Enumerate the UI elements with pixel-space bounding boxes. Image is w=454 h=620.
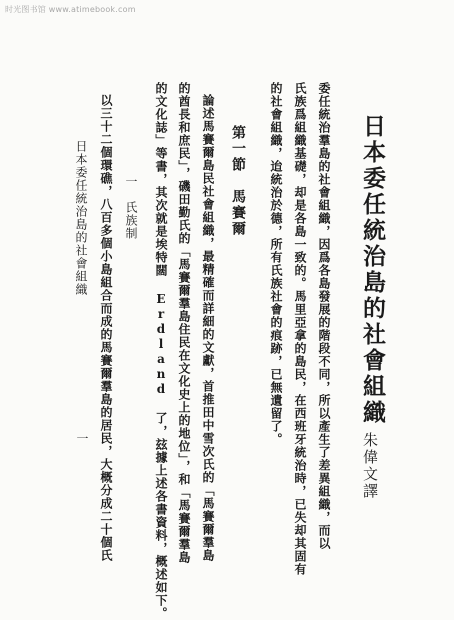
section-paragraph-line: 的文化誌」等書，其次就是埃特闊 Erdland 了，玆據上述各書資料，概述如下。 <box>154 82 168 620</box>
section-heading: 第一節 馬賽爾 <box>230 125 246 237</box>
section-paragraph-line: 論述馬賽爾島民社會組織，最精確而詳細的文獻，首推田中雪次氏的「馬賽爾羣島 <box>201 94 215 562</box>
translator-credit: 朱偉文譯 <box>361 432 379 500</box>
section-paragraph-line: 的酋長和庶民」，磯田勤氏的「馬賽爾羣島住民在文化史上的地位」，和「馬賽爾羣島 <box>177 82 191 564</box>
article-title: 日本委任統治島的社會組織 <box>359 114 386 426</box>
intro-line: 的社會組織，迨統治於德，所有氏族社會的痕跡，已無遺留了。 <box>269 82 283 446</box>
watermark: 时光图书馆 www.atimebook.com <box>5 5 136 14</box>
page-number: 一 <box>75 432 89 444</box>
running-footer: 日本委任統治島的社會組織 <box>74 140 88 296</box>
subsection-heading: 一 氏族制 <box>124 175 138 240</box>
intro-line: 氏族爲組織基礎，却是各島一致的。馬里亞拿的島民，在西班牙統治時，已失却其固有 <box>293 82 307 576</box>
intro-line: 委任統治羣島的社會組織，因爲各島發展的階段不同，所以產生了差異組織，而以 <box>317 82 331 550</box>
subsection-line: 以三十二個環礁，八百多個小島組合而成的馬賽爾羣島的居民，大概分成二十個氏 <box>99 94 113 562</box>
